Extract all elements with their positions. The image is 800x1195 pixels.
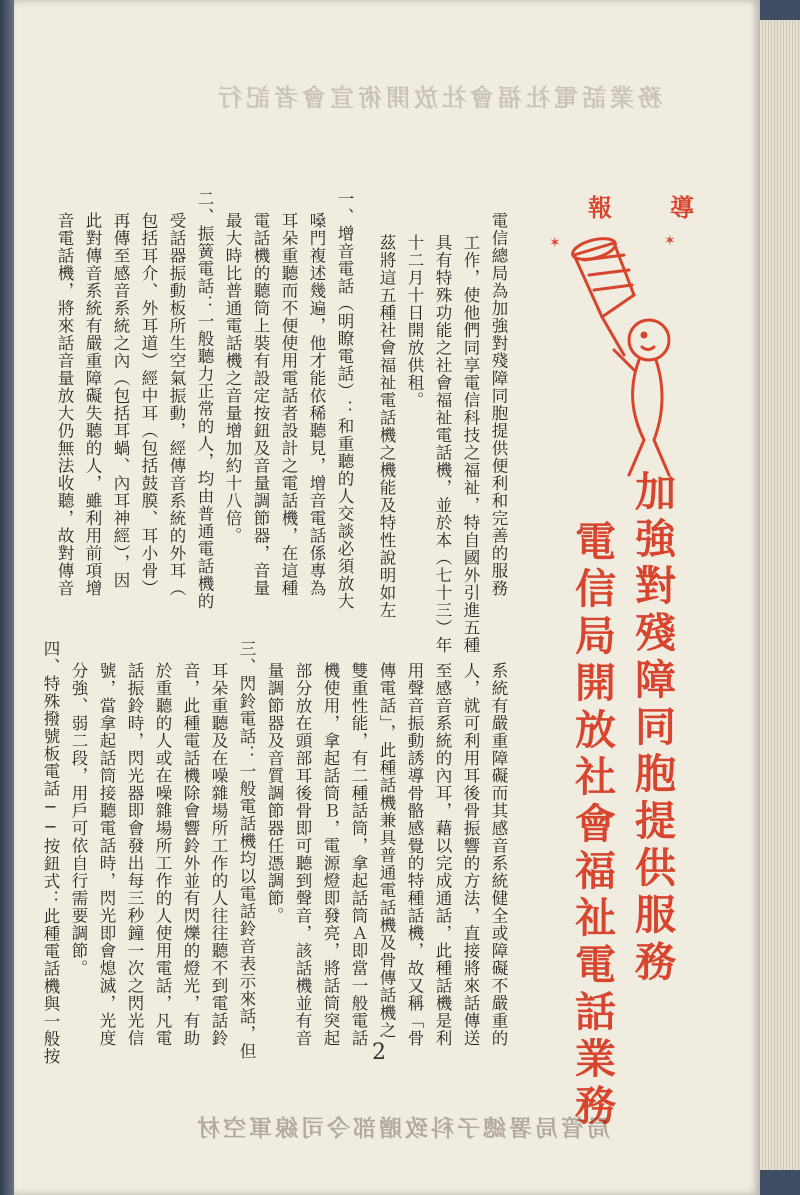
text-column: 系統有嚴重障礙而其感音系統健全或障礙不嚴重的 <box>489 662 508 1047</box>
text-column: 受話器振動板所生空氣振動，經傳音系統的外耳（ <box>167 212 186 597</box>
text-column: 四、特殊撥號板電話──按鈕式：此種電話機與一般按 <box>41 640 60 1065</box>
text-column: 工作，使他們同享電信科技之福祉，特自國外引進五種 <box>461 234 480 654</box>
text-column: 機使用，拿起話筒Ｂ，電源燈即發亮，將話筒突起 <box>321 662 340 1047</box>
text-column: 分強、弱二段，用戶可依自行需要調節。 <box>69 662 88 977</box>
text-column: 此對傳音系統有嚴重障礙失聽的人，雖利用前項增 <box>83 212 102 597</box>
page-edges <box>760 20 800 1170</box>
text-column: 電信總局為加強對殘障同胞提供便利和完善的服務 <box>489 212 508 597</box>
text-column: 電話機的聽筒上裝有設定按鈕及音量調節器，音量 <box>251 212 270 597</box>
text-column: 音，此種電話機除會響鈴外並有閃爍的燈光，有助 <box>181 662 200 1047</box>
megaphone-figure-illustration <box>544 225 704 485</box>
title-line-1: 加強對殘障同胞提供服務 <box>628 470 676 987</box>
text-column: 三、閃鈴電話：一般電話機均以電話鈴音表示來話，但 <box>237 640 256 1060</box>
text-column: 耳朵重聽及在噪雜場所工作的人往往聽不到電話鈴 <box>209 662 228 1047</box>
text-column: 量調節器及音質調節器任憑調節。 <box>265 662 284 925</box>
text-column: 至感音系統的內耳，藉以完成通話，此種話機是利 <box>433 662 452 1047</box>
text-column: 號，當拿起話筒接聽電話時，閃光即會熄滅，光度 <box>97 662 116 1047</box>
text-column: 包括耳介、外耳道）經中耳（包括鼓膜、耳小骨） <box>139 212 158 597</box>
text-column: 具有特殊功能之社會福祉電話機，並於本（七十三）年 <box>433 234 452 654</box>
text-column: 話振鈴時，閃光器即會發出每三秒鐘一次之閃光信 <box>125 662 144 1047</box>
text-column: 二、振簧電話：一般聽力正常的人，均由普通電話機的 <box>195 190 214 610</box>
title-line-2: 電信局開放社會福祉電話業務 <box>568 520 616 1131</box>
book-binding <box>0 0 14 1195</box>
text-column: 人，就可利用耳後骨振響的方法，直接將來話傳送 <box>461 662 480 1047</box>
svg-text:✶: ✶ <box>549 235 561 251</box>
header-bleed-through: 務業話電社福會社放開術宣會者記行 <box>214 83 662 112</box>
text-column: 一、增音電話（明瞭電話）：和重聽的人交談必須放大 <box>335 190 354 610</box>
text-column: 嗓門複述幾遍，他才能依稀聽見，增音電話係專為 <box>307 212 326 597</box>
text-column: 十二月十日開放供租。 <box>405 234 424 409</box>
text-column: 再傳至感音系統之內（包括耳蝸、內耳神經），因 <box>111 212 130 589</box>
text-column: 部分放在頭部耳後骨即可聽到聲音，該話機並有音 <box>293 662 312 1047</box>
text-column: 傳電話」，此種話機兼具普通電話機及骨傳話機之 <box>377 662 396 1039</box>
text-column: 於重聽的人或在噪雜場所工作的人使用電話，凡電 <box>153 662 172 1047</box>
report-badge-left: 報 <box>588 193 612 222</box>
text-column: 耳朵重聽而不便使用電話者設計之電話機，在這種 <box>279 212 298 597</box>
text-column: 用聲音振動誘導骨骼感覺的特種話機，故又稱「骨 <box>405 662 424 1047</box>
report-badge-right: 導 <box>670 193 694 222</box>
text-column: 音電話機，將來話音量放大仍無法收聽，故對傳音 <box>55 212 74 597</box>
book-page <box>14 0 760 1195</box>
page-number: 2 <box>372 1040 386 1065</box>
text-column: 最大時比普通電話機之音量增加約十八倍。 <box>223 212 242 545</box>
footer-bleed-through: 局管局署總子科致贈部令司線軍空材 <box>194 1115 610 1142</box>
text-column: 茲將這五種社會福祉電話機之機能及特性說明如左 <box>377 234 396 619</box>
text-column: 雙重性能，有二種話筒，拿起話筒Ａ即當一般電話 <box>349 662 368 1047</box>
svg-text:✶: ✶ <box>664 233 676 249</box>
